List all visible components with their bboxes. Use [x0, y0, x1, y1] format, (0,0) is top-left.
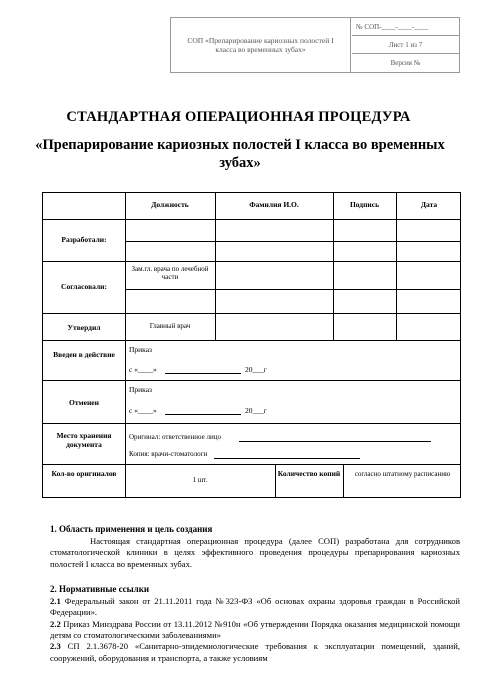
order-date: с «____»: [129, 365, 157, 374]
reference-2-3: [50, 641, 460, 664]
col-header-date: Дата: [420, 200, 438, 209]
document-subheading: «Препарирование кариозных полостей I класса во временных зубах»: [35, 137, 445, 172]
copies-count-label: Количество копий: [277, 469, 341, 478]
sheet-number: Лист 1 из 7: [352, 36, 459, 54]
row-label-originals-count: Кол-во оригиналов: [51, 469, 117, 478]
header-title: СОП «Препарирование кариозных полостей I класса во временных зубах»: [171, 18, 351, 72]
originals-count-value: 1 шт.: [192, 476, 208, 484]
original-line: [239, 441, 431, 442]
agreed-position: Зам.гл. врача по лечебной части: [131, 265, 209, 282]
col-header-signature: Подпись: [349, 200, 380, 209]
row-label-cancelled: Отменен: [69, 398, 99, 407]
reference-number: 2.3: [50, 641, 61, 652]
original-holder: Оригинал: ответственное лицо: [129, 433, 221, 441]
row-line: [125, 289, 460, 290]
order-date-line: [165, 373, 241, 374]
document-heading: СТАНДАРТНАЯ ОПЕРАЦИОННАЯ ПРОЦЕДУРА: [66, 109, 411, 125]
row-line: [43, 313, 460, 314]
header-box: [170, 17, 460, 73]
col-line: [333, 193, 334, 340]
reference-2-2: [50, 619, 460, 642]
copy-line: [214, 458, 360, 459]
reference-text: СП 2.1.3678-20 «Санитарно-эпидемиологические требования к эксплуатации помещений, зданий, сооружений, оборудования и транспорта, а также условиям: [50, 641, 460, 663]
row-line: [43, 464, 460, 465]
row-line: [125, 241, 460, 242]
col-line: [125, 193, 126, 497]
reference-number: 2.1: [50, 596, 61, 606]
cancel-date-line: [165, 414, 241, 415]
row-label-approved: Утвердил: [67, 323, 101, 332]
row-label-developed: Разработали:: [61, 235, 107, 244]
reference-text: Приказ Минздрава России от 13.11.2012 №910н «Об утверждении Порядка оказания медицинской помощи детям со стоматологическими заболеваниями»: [50, 618, 461, 641]
row-line: [43, 219, 460, 220]
row-label-introduced: Введен в действие: [53, 350, 115, 359]
section-1-title: 1. Область применения и цель создания: [50, 524, 213, 534]
approved-position: Главный врач: [149, 322, 191, 330]
copy-holder: Копия: врачи-стоматологи: [129, 450, 208, 458]
col-line: [396, 193, 397, 340]
row-label-storage: Место хранения документа: [56, 431, 112, 449]
cancel-order-year: 20___г: [245, 406, 267, 415]
order-label: Приказ: [129, 345, 153, 354]
reference-item: [50, 596, 460, 664]
version-number: Версия №: [390, 59, 421, 67]
approval-table: [42, 192, 461, 498]
order-year: 20___г: [245, 365, 267, 374]
reference-number: 2.2: [50, 618, 61, 629]
col-line: [215, 193, 216, 340]
col-line: [343, 464, 344, 497]
reference-text: Федеральный закон от 21.11.2011 года №323-ФЗ «Об основах охраны здоровья граждан в Российской Федерации».: [50, 596, 461, 618]
cancel-order-date: с «____»: [129, 406, 157, 415]
section-2-title: 2. Нормативные ссылки: [50, 584, 150, 594]
section-1-text: Настоящая стандартная операционная процедура (далее СОП) разработана для сотрудников стоматологической клиники в целях эффективного проведения процедуры препарирования кариозных полостей I класса во временных зубах.: [50, 536, 460, 569]
col-header-name: Фамилия И.О.: [249, 200, 299, 209]
reference-2-1: [50, 596, 460, 619]
row-line: [43, 340, 460, 341]
row-line: [43, 380, 460, 381]
copies-count-value: согласно штатному расписанию: [354, 470, 451, 478]
row-line: [43, 261, 460, 262]
row-label-agreed: Согласовали:: [61, 282, 107, 291]
row-line: [43, 423, 460, 424]
col-header-position: Должность: [151, 200, 189, 209]
cancel-order-label: Приказ: [129, 385, 153, 394]
sop-number: № СОП-____-____-____: [352, 18, 459, 36]
